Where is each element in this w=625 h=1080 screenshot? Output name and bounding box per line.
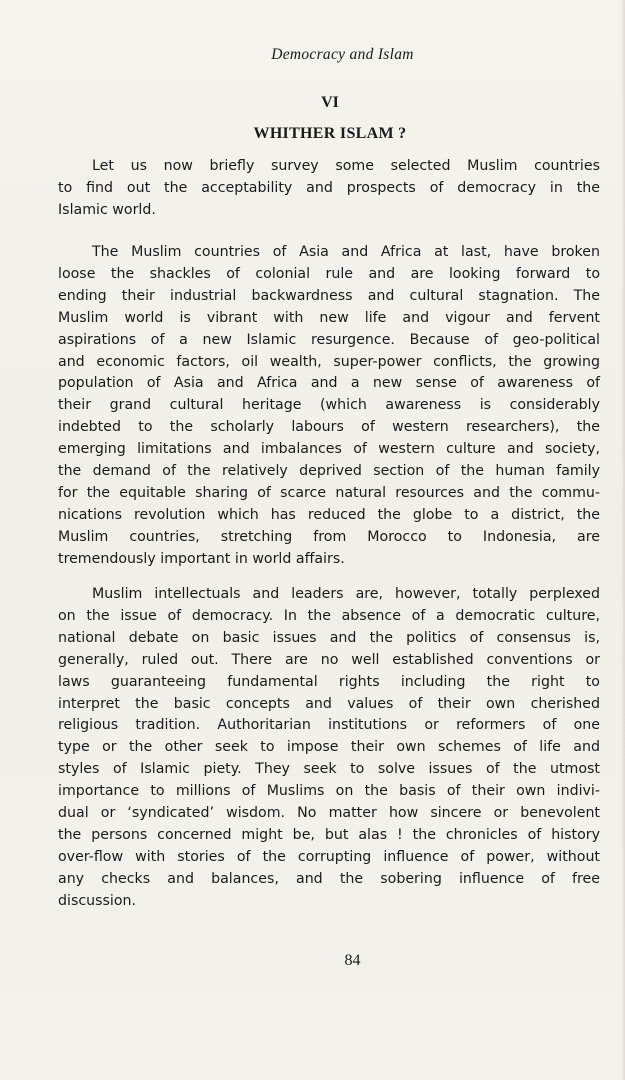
- text-line: Islamic world.: [58, 201, 156, 218]
- text-line: indebted to the scholarly labours of western researchers), the: [58, 419, 600, 436]
- text-line: Muslim countries, stretching from Morocco to Indonesia, are: [58, 528, 600, 545]
- text-line: on the issue of democracy. In the absence of a democratic culture,: [58, 607, 600, 624]
- text-line: styles of Islamic piety. They seek to solve issues of the utmost: [58, 761, 600, 778]
- text-line: any checks and balances, and the sobering influence of free: [58, 870, 600, 887]
- text-line: the demand of the relatively deprived section of the human family: [58, 463, 600, 480]
- text-line: ending their industrial backwardness and cultural stagnation. The: [58, 287, 600, 304]
- text-line: for the equitable sharing of scarce natural resources and the commu-: [58, 484, 600, 501]
- text-line: aspirations of a new Islamic resurgence. Because of geo-political: [58, 331, 600, 348]
- text-line: national debate on basic issues and the politics of consensus is,: [58, 629, 600, 646]
- chapter-title: WHITHER ISLAM ?: [253, 125, 407, 142]
- text-line: dual or ‘syndicated’ wisdom. No matter how sincere or benevolent: [58, 805, 600, 822]
- text-line: Muslim intellectuals and leaders are, however, totally perplexed: [92, 586, 600, 602]
- page-edge-shadow: [621, 0, 625, 1080]
- text-line: and economic factors, oil wealth, super-power conflicts, the growing: [58, 353, 600, 370]
- text-line: the persons concerned might be, but alas ! the chronicles of history: [58, 826, 600, 843]
- text-line: religious tradition. Authoritarian institutions or reformers of one: [58, 717, 600, 734]
- text-line: emerging limitations and imbalances of western culture and society,: [58, 441, 600, 458]
- text-line: laws guaranteeing fundamental rights including the right to: [58, 673, 600, 690]
- text-line: importance to millions of Muslims on the basis of their own indivi-: [58, 783, 600, 800]
- page-number: 84: [344, 952, 361, 969]
- running-title: Democracy and Islam: [271, 46, 414, 63]
- text-line: their grand cultural heritage (which awareness is considerably: [58, 397, 600, 414]
- text-line: to find out the acceptability and prospects of democracy in the: [58, 179, 600, 196]
- chapter-number: VI: [321, 94, 339, 111]
- text-line: Let us now briefly survey some selected Muslim countries: [92, 158, 600, 174]
- text-line: interpret the basic concepts and values of their own cherished: [58, 695, 600, 712]
- text-line: tremendously important in world affairs.: [58, 550, 345, 567]
- text-line: type or the other seek to impose their own schemes of life and: [58, 739, 600, 756]
- paragraph-3: [58, 584, 600, 913]
- text-line: population of Asia and Africa and a new sense of awareness of: [58, 375, 600, 392]
- paragraph-1: [58, 156, 600, 222]
- paragraph-2: [58, 242, 600, 571]
- text-line: loose the shackles of colonial rule and are looking forward to: [58, 265, 600, 282]
- text-line: discussion.: [58, 892, 137, 909]
- text-line: over-flow with stories of the corrupting influence of power, without: [58, 848, 600, 865]
- text-line: The Muslim countries of Asia and Africa at last, have broken: [92, 244, 600, 260]
- text-line: nications revolution which has reduced the globe to a district, the: [58, 506, 600, 523]
- text-line: Muslim world is vibrant with new life and vigour and fervent: [58, 309, 600, 326]
- text-line: generally, ruled out. There are no well established conventions or: [58, 651, 600, 668]
